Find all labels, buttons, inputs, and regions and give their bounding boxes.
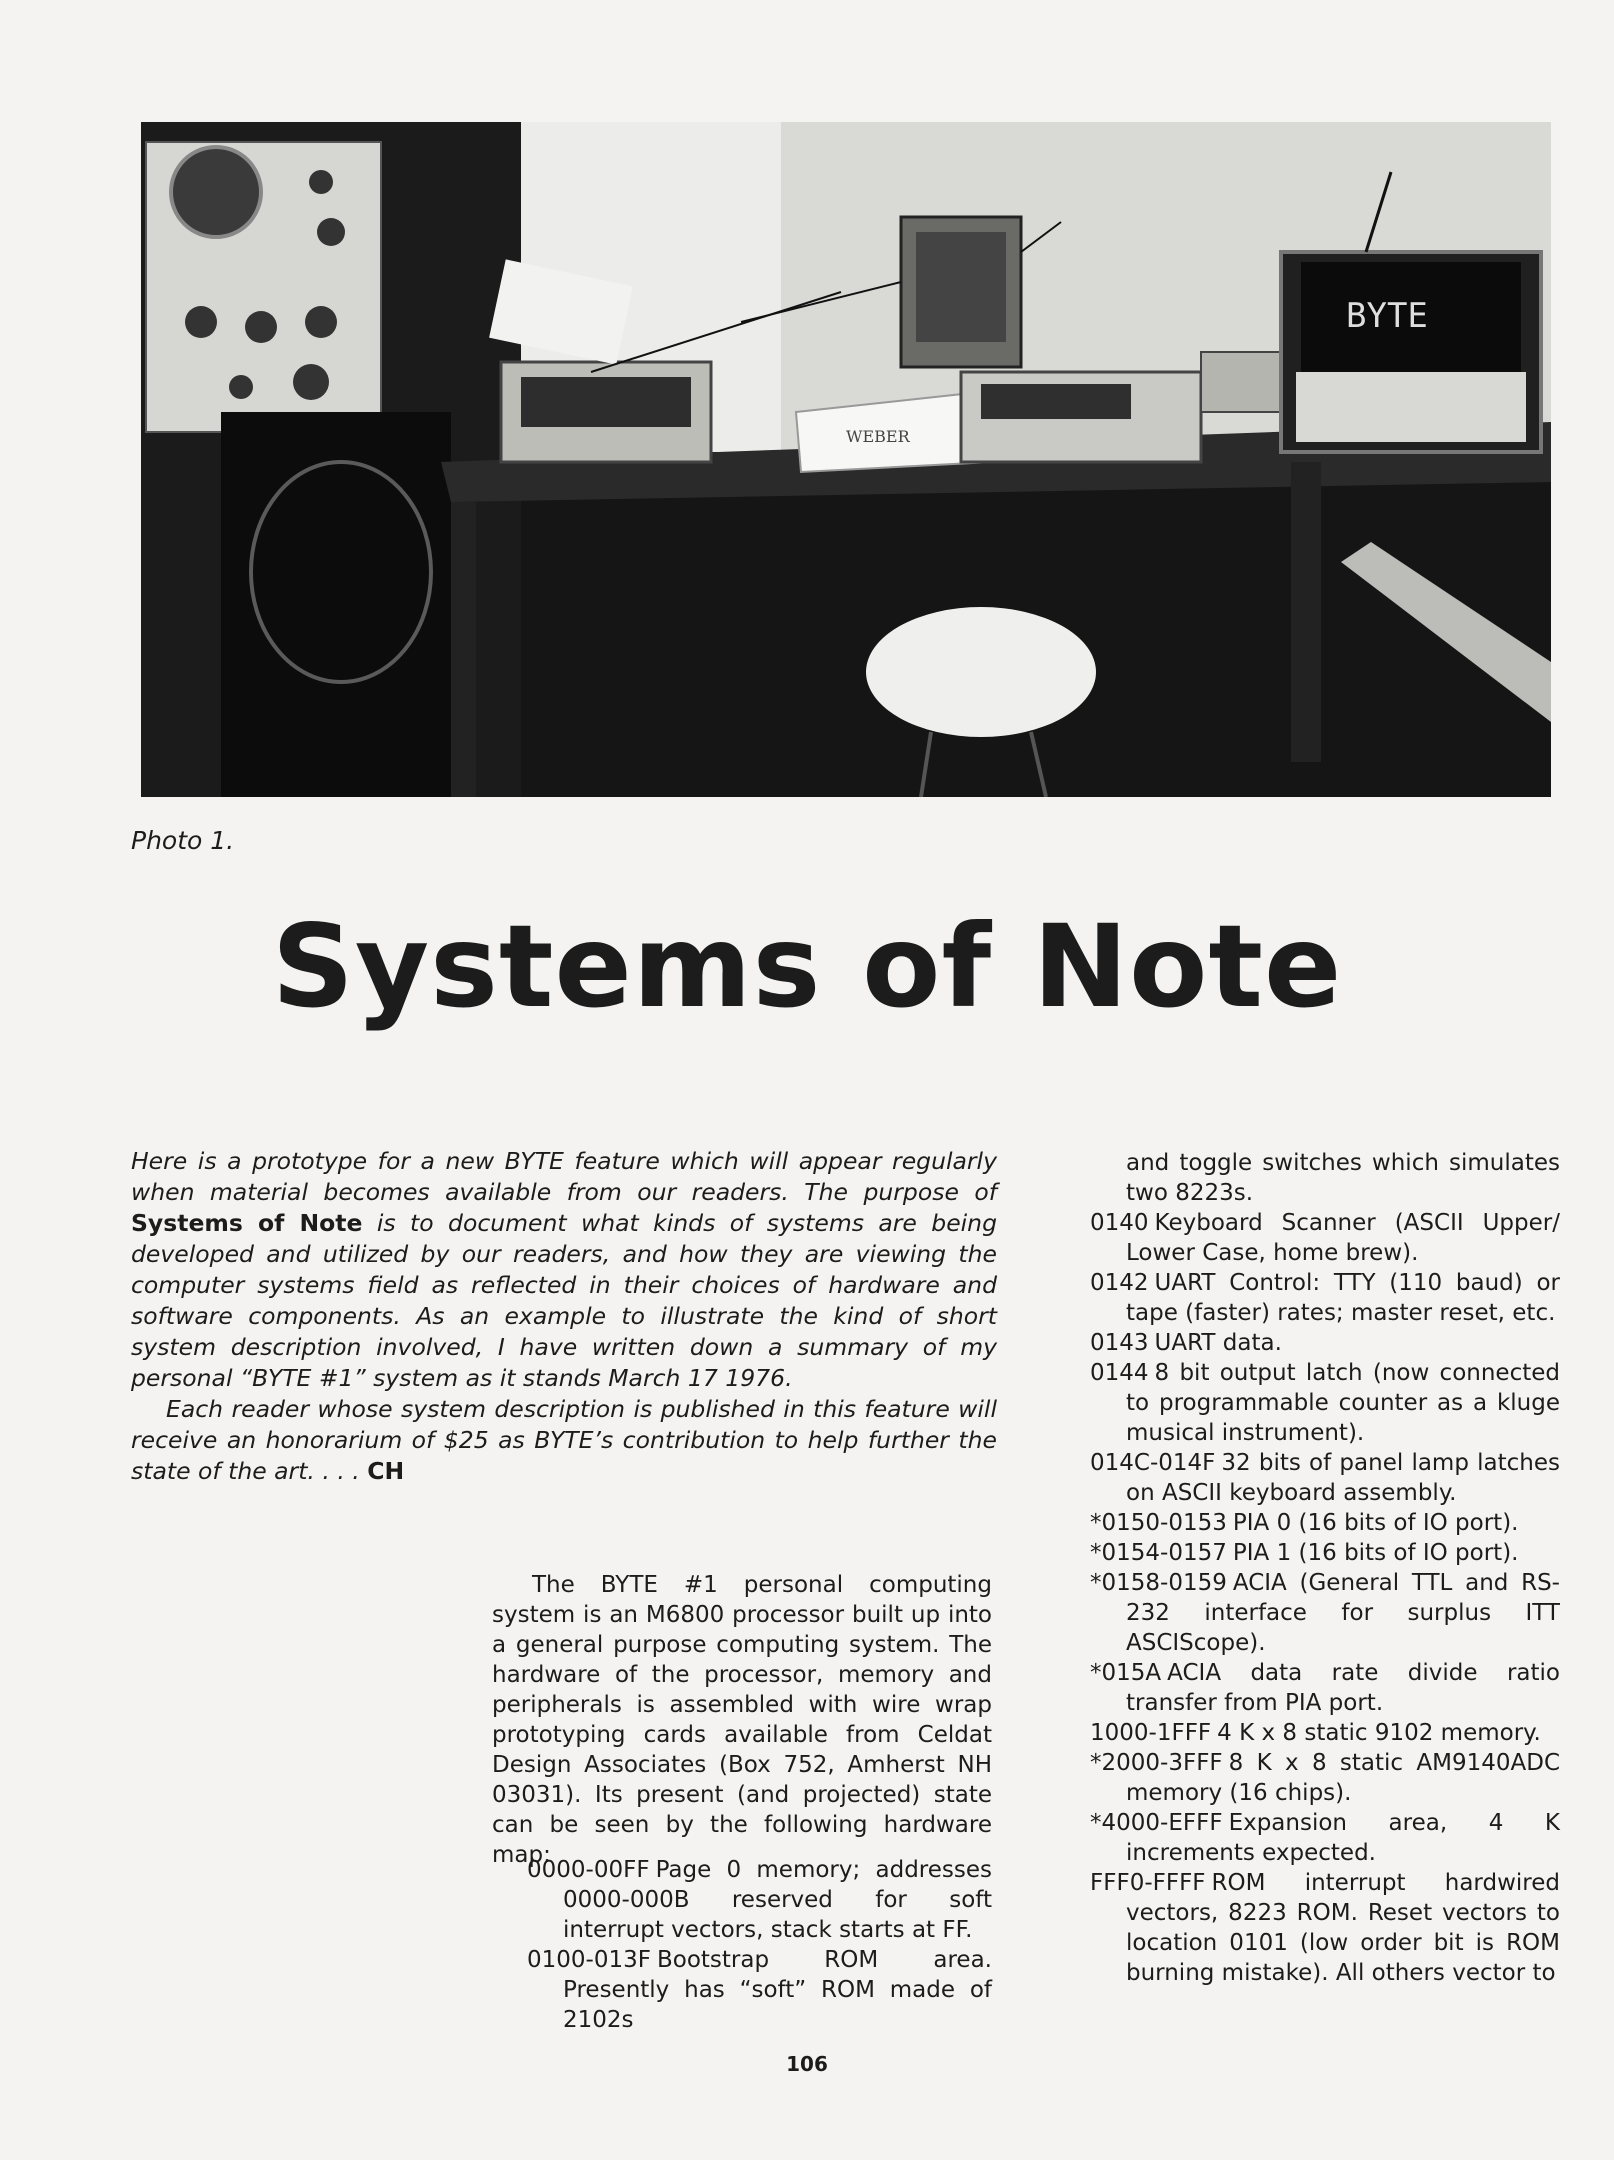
intro-paragraph-1: Here is a prototype for a new BYTE feature which will appear regularly when material becomes available from our readers. The purpose of Systems of Note is to document what kinds of systems are being developed and utilized by our readers, and how they are viewing the computer systems field as reflected in their choices of hardware and software components. As an example to illustrate the kind of short system description involved, I have written down a summary of my personal “BYTE #1” system as it stands March 17 1976. <box>131 1147 997 1392</box>
map-description: Page 0 memory; addresses 0000-000B reserved for soft interrupt vectors, stack starts at FF. <box>563 1857 992 1943</box>
page-title: Systems of Note <box>271 900 1343 1033</box>
map-address: 0100-013F <box>527 1947 651 1973</box>
map-address: *2000-3FFF <box>1090 1750 1223 1776</box>
map-entry <box>1090 1448 1560 1508</box>
photo-illustration <box>141 122 1551 797</box>
map-description: PIA 1 (16 bits of IO port). <box>1232 1540 1519 1566</box>
map-address: 0142 <box>1090 1270 1149 1296</box>
map-description: Expansion area, 4 K increments expected. <box>1126 1810 1560 1866</box>
map-description: PIA 0 (16 bits of IO port). <box>1232 1510 1519 1536</box>
map-entry <box>1090 1568 1560 1658</box>
map-description: UART Control: TTY (110 baud) or tape (faster) rates; master reset, etc. <box>1126 1270 1560 1326</box>
map-description: UART data. <box>1154 1330 1282 1356</box>
map-entry <box>527 1855 992 1945</box>
map-entry <box>1090 1748 1560 1808</box>
map-address: *015A <box>1090 1660 1162 1686</box>
screen-label: BYTE <box>1346 296 1428 336</box>
book-label: WEBER <box>846 427 910 446</box>
page-number: 106 <box>786 2052 828 2076</box>
map-address: 014C-014F <box>1090 1450 1216 1476</box>
map-entry <box>1090 1808 1560 1868</box>
map-description: ACIA (General TTL and RS-232 interface for surplus ITT ASCIScope). <box>1126 1570 1560 1656</box>
intro-text <box>131 1146 997 1487</box>
map-entry <box>1090 1658 1560 1718</box>
map-description: Keyboard Scanner (ASCII Upper/ Lower Case, home brew). <box>1126 1210 1560 1266</box>
map-description: 32 bits of panel lamp latches on ASCII keyboard assembly. <box>1126 1450 1560 1506</box>
map-description: Bootstrap ROM area. Presently has “soft” ROM made of 2102s <box>563 1947 992 2033</box>
map-entry <box>1090 1508 1560 1538</box>
map-address: *0158-0159 <box>1090 1570 1227 1596</box>
map-entry <box>527 1945 992 2035</box>
map-address: 0144 <box>1090 1360 1149 1386</box>
map-description: 8 bit output latch (now connected to programmable counter as a kluge musical instrument). <box>1126 1360 1560 1446</box>
map-address: *0154-0157 <box>1090 1540 1227 1566</box>
map-address: 0140 <box>1090 1210 1149 1236</box>
hardware-map-left <box>527 1855 992 2035</box>
map-address: 0000-00FF <box>527 1857 650 1883</box>
body-text <box>492 1570 992 1870</box>
hardware-map-right <box>1090 1148 1560 1988</box>
map-entry <box>1090 1868 1560 1988</box>
map-description: ACIA data rate divide ratio transfer from PIA port. <box>1126 1660 1560 1716</box>
intro-paragraph-2: Each reader whose system description is published in this feature will receive an honorarium of $25 as BYTE’s contribution to help further the state of the art. . . . CH <box>131 1395 997 1485</box>
photo-caption: Photo 1. <box>131 826 235 855</box>
map-entry <box>1090 1718 1560 1748</box>
map-entry <box>1090 1268 1560 1328</box>
photo-1 <box>141 122 1551 797</box>
map-address: 0143 <box>1090 1330 1149 1356</box>
author-initials: CH <box>367 1457 405 1485</box>
map-description: 4 K x 8 static 9102 memory. <box>1217 1720 1541 1746</box>
map-entry <box>1090 1208 1560 1268</box>
map-continuation: and toggle switches which simulates two 8223s. <box>1126 1150 1560 1206</box>
map-address: 1000-1FFF <box>1090 1720 1212 1746</box>
map-description: 8 K x 8 static AM9140ADC memory (16 chips). <box>1126 1750 1560 1806</box>
map-entry <box>1090 1538 1560 1568</box>
map-entry <box>1090 1358 1560 1448</box>
map-address: FFF0-FFFF <box>1090 1870 1206 1896</box>
map-entry <box>1090 1328 1560 1358</box>
feature-name: Systems of Note <box>131 1209 363 1237</box>
map-address: *4000-EFFF <box>1090 1810 1223 1836</box>
map-address: *0150-0153 <box>1090 1510 1227 1536</box>
map-description: ROM interrupt hardwired vectors, 8223 ROM. Reset vectors to location 0101 (low order bit is ROM burning mistake). All others vector to <box>1126 1870 1560 1986</box>
body-paragraph: The BYTE #1 personal computing system is an M6800 processor built up into a general purpose computing system. The hardware of the processor, memory and peripherals is assembled with wire wrap prototyping cards available from Celdat Design Associates (Box 752, Amherst NH 03031). Its present (and projected) state can be seen by the following hardware map: <box>492 1572 992 1868</box>
